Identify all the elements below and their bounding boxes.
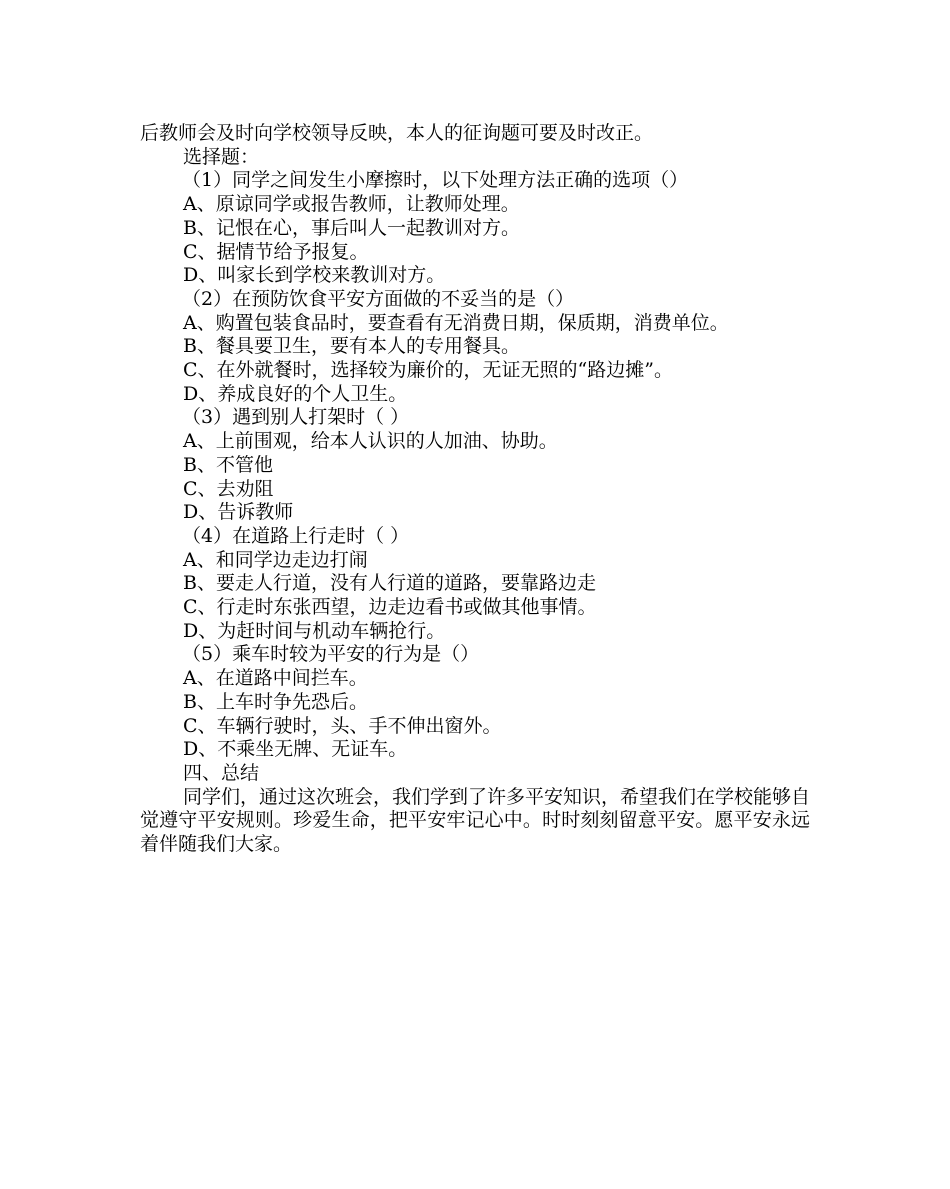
question-option: C、在外就餐时，选择较为廉价的，无证无照的“路边摊”。 xyxy=(183,359,673,382)
question-option: B、不管他 xyxy=(183,453,273,476)
question-option: A、在道路中间拦车。 xyxy=(183,667,368,690)
question-stem: （4）在道路上行走时（ ） xyxy=(182,524,410,547)
question-stem: （1）同学之间发生小摩擦时，以下处理方法正确的选项（） xyxy=(182,169,689,192)
continuation-text: 后教师会及时向学校领导反映，本人的征询题可要及时改正。 xyxy=(140,122,654,144)
question-stem: （5）乘车时较为平安的行为是（） xyxy=(182,643,480,666)
question-1 xyxy=(140,169,820,288)
question-option: D、为赶时间与机动车辆抢行。 xyxy=(183,619,446,642)
question-option: A、和同学边走边打闹 xyxy=(183,548,368,571)
question-option: A、原谅同学或报告教师，让教师处理。 xyxy=(183,193,520,216)
question-option: A、购置包装食品时，要查看有无消费日期，保质期，消费单位。 xyxy=(183,311,729,334)
question-option: D、不乘坐无牌、无证车。 xyxy=(183,738,408,761)
question-option: C、行走时东张西望，边走边看书或做其他事情。 xyxy=(183,596,597,619)
question-option: B、上车时争先恐后。 xyxy=(183,690,368,713)
question-stem: （2）在预防饮食平安方面做的不妥当的是（） xyxy=(182,287,575,310)
question-option: B、记恨在心，事后叫人一起教训对方。 xyxy=(183,216,520,239)
question-2 xyxy=(140,288,820,407)
document-body xyxy=(140,122,820,857)
question-option: C、去劝阻 xyxy=(183,477,274,500)
question-4 xyxy=(140,525,820,644)
summary-paragraph: 同学们，通过这次班会，我们学到了许多平安知识，希望我们在学校能够自觉遵守平安规则。珍爱生命，把平安牢记心中。时时刻刻留意平安。愿平安永远着伴随我们大家。 xyxy=(140,785,811,856)
question-option: A、上前围观，给本人认识的人加油、协助。 xyxy=(183,430,558,453)
question-5 xyxy=(140,643,820,762)
question-option: C、车辆行驶时，头、手不伸出窗外。 xyxy=(183,714,502,737)
question-option: D、叫家长到学校来教训对方。 xyxy=(183,264,446,287)
question-option: D、告诉教师 xyxy=(183,501,294,524)
question-option: D、养成良好的个人卫生。 xyxy=(183,382,408,405)
question-option: B、要走人行道，没有人行道的道路，要靠路边走 xyxy=(183,572,596,595)
question-option: B、餐具要卫生，要有本人的专用餐具。 xyxy=(183,335,520,358)
question-option: C、据情节给予报复。 xyxy=(183,240,369,263)
section-heading: 四、总结 xyxy=(183,761,260,784)
question-stem: （3）遇到别人打架时（ ） xyxy=(182,406,410,429)
question-3 xyxy=(140,406,820,525)
choice-heading: 选择题： xyxy=(183,145,260,168)
